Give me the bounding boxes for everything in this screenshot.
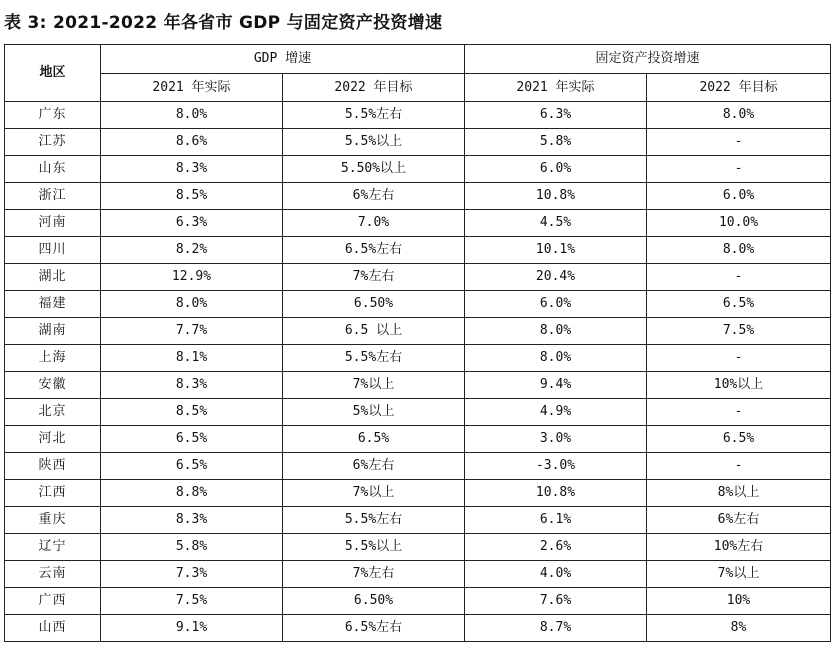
gdp-2021-actual-cell: 8.2% [101, 237, 283, 264]
table-row [5, 588, 831, 615]
fai-2021-actual-cell: 10.8% [465, 183, 647, 210]
gdp-2022-target-cell: 7%左右 [283, 264, 465, 291]
table-row [5, 102, 831, 129]
table-row [5, 345, 831, 372]
gdp-2022-target-cell: 5.5%以上 [283, 129, 465, 156]
region-cell: 陕西 [5, 453, 101, 480]
region-cell: 山东 [5, 156, 101, 183]
region-header: 地区 [5, 45, 101, 102]
gdp-2021-actual-cell: 7.7% [101, 318, 283, 345]
gdp-2021-actual-cell: 8.1% [101, 345, 283, 372]
gdp-2021-actual-cell: 9.1% [101, 615, 283, 642]
table-row [5, 183, 831, 210]
fai-2021-actual-cell: 6.3% [465, 102, 647, 129]
gdp-2022-target-cell: 5%以上 [283, 399, 465, 426]
gdp-2022-target-cell: 6%左右 [283, 183, 465, 210]
fai-2021-actual-cell: 8.0% [465, 345, 647, 372]
fai-2022-target-cell: 8%以上 [647, 480, 831, 507]
fai-2022-target-cell: - [647, 264, 831, 291]
table-row [5, 426, 831, 453]
fai-group-header: 固定资产投资增速 [465, 45, 831, 74]
table-row [5, 291, 831, 318]
table-row [5, 561, 831, 588]
fai-2022-target-cell: 8.0% [647, 237, 831, 264]
gdp-2022-target-cell: 5.5%左右 [283, 102, 465, 129]
fai-2022-target-cell: 7%以上 [647, 561, 831, 588]
region-cell: 河北 [5, 426, 101, 453]
table-row [5, 372, 831, 399]
fai-2021-actual-cell: 7.6% [465, 588, 647, 615]
fai-2021-actual-header: 2021 年实际 [465, 74, 647, 102]
gdp-2022-target-cell: 7%左右 [283, 561, 465, 588]
table-row [5, 156, 831, 183]
gdp-2022-target-cell: 5.5%以上 [283, 534, 465, 561]
gdp-2021-actual-cell: 8.3% [101, 156, 283, 183]
region-cell: 福建 [5, 291, 101, 318]
table-row [5, 399, 831, 426]
fai-2022-target-cell: 6.5% [647, 291, 831, 318]
table-body [5, 102, 831, 642]
region-cell: 上海 [5, 345, 101, 372]
fai-2021-actual-cell: 9.4% [465, 372, 647, 399]
fai-2021-actual-cell: 6.0% [465, 156, 647, 183]
region-cell: 重庆 [5, 507, 101, 534]
fai-2021-actual-cell: 4.9% [465, 399, 647, 426]
gdp-2021-actual-cell: 12.9% [101, 264, 283, 291]
fai-2022-target-cell: - [647, 399, 831, 426]
gdp-2021-actual-cell: 6.5% [101, 453, 283, 480]
table-row [5, 237, 831, 264]
gdp-2021-actual-cell: 7.5% [101, 588, 283, 615]
gdp-2022-target-cell: 5.5%左右 [283, 345, 465, 372]
fai-2022-target-cell: 6.5% [647, 426, 831, 453]
fai-2021-actual-cell: 20.4% [465, 264, 647, 291]
gdp-2022-target-cell: 7%以上 [283, 372, 465, 399]
table-row [5, 507, 831, 534]
gdp-2021-actual-cell: 8.0% [101, 102, 283, 129]
table-row [5, 534, 831, 561]
fai-2021-actual-cell: 6.0% [465, 291, 647, 318]
gdp-2022-target-header: 2022 年目标 [283, 74, 465, 102]
fai-2022-target-cell: 8.0% [647, 102, 831, 129]
gdp-2021-actual-cell: 8.3% [101, 372, 283, 399]
fai-2022-target-cell: 7.5% [647, 318, 831, 345]
gdp-2022-target-cell: 5.5%左右 [283, 507, 465, 534]
gdp-2022-target-cell: 6.50% [283, 588, 465, 615]
gdp-2022-target-cell: 6.5% [283, 426, 465, 453]
gdp-2021-actual-header: 2021 年实际 [101, 74, 283, 102]
gdp-2022-target-cell: 5.50%以上 [283, 156, 465, 183]
fai-2022-target-cell: 6%左右 [647, 507, 831, 534]
fai-2021-actual-cell: 4.5% [465, 210, 647, 237]
fai-2022-target-header: 2022 年目标 [647, 74, 831, 102]
gdp-2021-actual-cell: 8.8% [101, 480, 283, 507]
table-container [4, 44, 830, 642]
region-cell: 北京 [5, 399, 101, 426]
fai-2021-actual-cell: 8.0% [465, 318, 647, 345]
fai-2021-actual-cell: 4.0% [465, 561, 647, 588]
fai-2021-actual-cell: 3.0% [465, 426, 647, 453]
fai-2022-target-cell: - [647, 453, 831, 480]
header-row-group [5, 45, 831, 74]
gdp-2021-actual-cell: 8.5% [101, 183, 283, 210]
gdp-2022-target-cell: 7.0% [283, 210, 465, 237]
gdp-2022-target-cell: 6.5 以上 [283, 318, 465, 345]
region-cell: 山西 [5, 615, 101, 642]
gdp-2021-actual-cell: 8.0% [101, 291, 283, 318]
gdp-2021-actual-cell: 7.3% [101, 561, 283, 588]
region-cell: 河南 [5, 210, 101, 237]
table-row [5, 615, 831, 642]
table-caption: 表 3: 2021-2022 年各省市 GDP 与固定资产投资增速 [4, 13, 443, 33]
fai-2022-target-cell: 10% [647, 588, 831, 615]
region-cell: 江西 [5, 480, 101, 507]
fai-2022-target-cell: 6.0% [647, 183, 831, 210]
table-row [5, 129, 831, 156]
region-cell: 江苏 [5, 129, 101, 156]
fai-2021-actual-cell: 5.8% [465, 129, 647, 156]
region-cell: 广西 [5, 588, 101, 615]
fai-2022-target-cell: 8% [647, 615, 831, 642]
region-cell: 四川 [5, 237, 101, 264]
fai-2022-target-cell: 10%左右 [647, 534, 831, 561]
gdp-2021-actual-cell: 5.8% [101, 534, 283, 561]
gdp-2022-target-cell: 6.5%左右 [283, 237, 465, 264]
fai-2021-actual-cell: 6.1% [465, 507, 647, 534]
gdp-2021-actual-cell: 6.5% [101, 426, 283, 453]
region-cell: 浙江 [5, 183, 101, 210]
gdp-2022-target-cell: 6.5%左右 [283, 615, 465, 642]
fai-2021-actual-cell: -3.0% [465, 453, 647, 480]
gdp-2021-actual-cell: 8.6% [101, 129, 283, 156]
table-row [5, 480, 831, 507]
region-cell: 广东 [5, 102, 101, 129]
gdp-2021-actual-cell: 6.3% [101, 210, 283, 237]
gdp-group-header: GDP 增速 [101, 45, 465, 74]
region-cell: 辽宁 [5, 534, 101, 561]
gdp-2022-target-cell: 6%左右 [283, 453, 465, 480]
header-row-sub [5, 74, 831, 102]
table-row [5, 210, 831, 237]
table-header [5, 45, 831, 102]
fai-2022-target-cell: - [647, 156, 831, 183]
fai-2022-target-cell: 10.0% [647, 210, 831, 237]
fai-2021-actual-cell: 2.6% [465, 534, 647, 561]
gdp-2021-actual-cell: 8.3% [101, 507, 283, 534]
table-row [5, 318, 831, 345]
region-cell: 湖北 [5, 264, 101, 291]
table-row [5, 264, 831, 291]
region-cell: 湖南 [5, 318, 101, 345]
gdp-2021-actual-cell: 8.5% [101, 399, 283, 426]
fai-2021-actual-cell: 8.7% [465, 615, 647, 642]
region-cell: 安徽 [5, 372, 101, 399]
fai-2021-actual-cell: 10.8% [465, 480, 647, 507]
fai-2022-target-cell: - [647, 129, 831, 156]
growth-table [4, 44, 831, 642]
gdp-2022-target-cell: 7%以上 [283, 480, 465, 507]
region-cell: 云南 [5, 561, 101, 588]
table-row [5, 453, 831, 480]
fai-2021-actual-cell: 10.1% [465, 237, 647, 264]
gdp-2022-target-cell: 6.50% [283, 291, 465, 318]
fai-2022-target-cell: 10%以上 [647, 372, 831, 399]
fai-2022-target-cell: - [647, 345, 831, 372]
